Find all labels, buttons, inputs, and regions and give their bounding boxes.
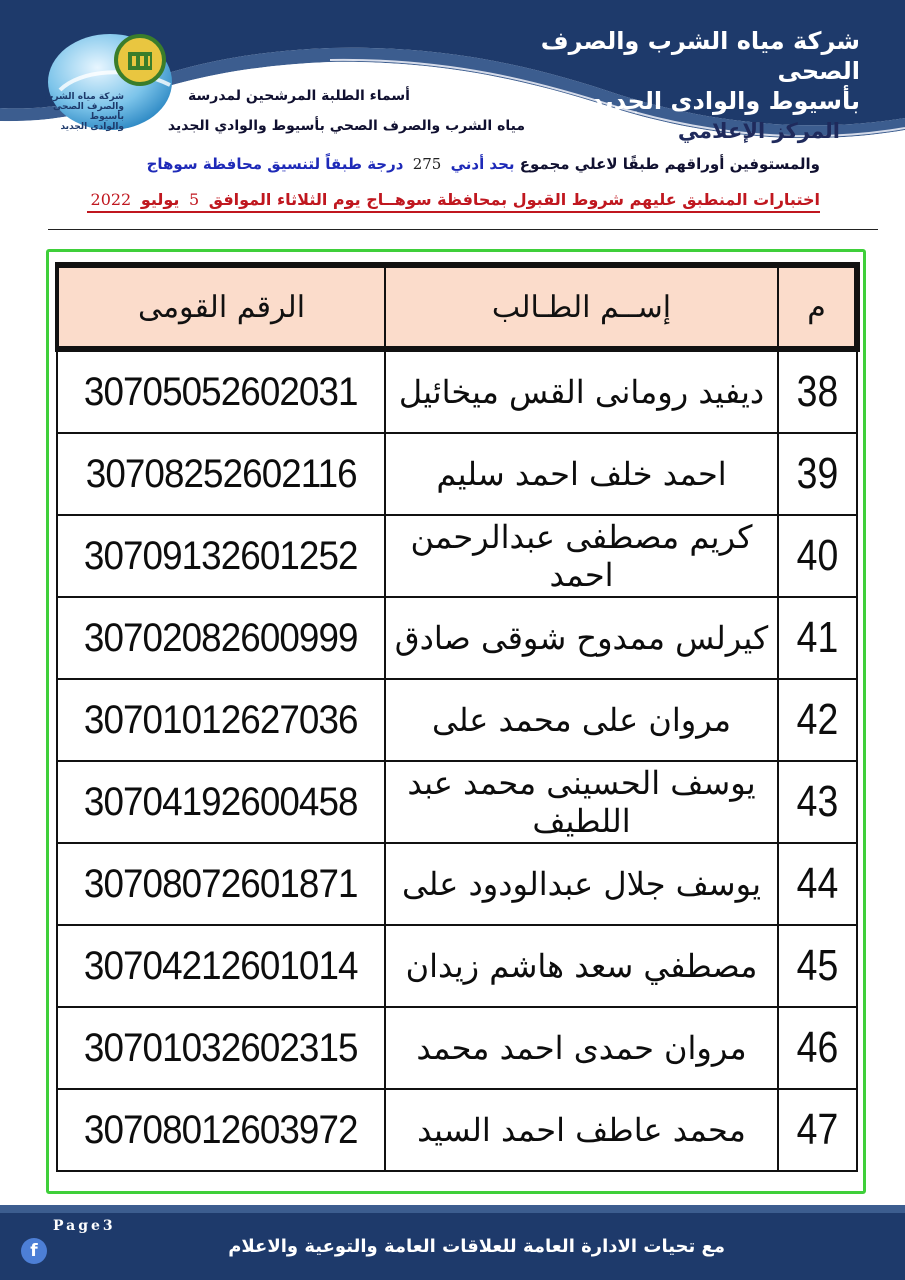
serial-cell (778, 1007, 857, 1089)
student-name-cell-text: مصطفي سعد هاشم زيدان (405, 947, 758, 985)
national-id-cell-text: 30708012603972 (84, 1107, 358, 1152)
header-line3-number: 275 (412, 155, 442, 173)
header-line1: أسماء الطلبة المرشحين لمدرسة (188, 88, 410, 104)
serial-cell (778, 761, 857, 843)
logo-text-line3: والوادى الجديد (60, 122, 124, 132)
national-id-cell (57, 843, 385, 925)
header-line2: مياه الشرب والصرف الصحي بأسيوط والوادي الجديد (167, 118, 525, 134)
national-id-cell (57, 679, 385, 761)
student-name-cell-text: كيرلس ممدوح شوقى صادق (394, 619, 769, 657)
student-name-cell (385, 843, 778, 925)
table-row (57, 679, 857, 761)
company-name-line1: شركة مياه الشرب والصرف الصحى (540, 27, 860, 85)
student-name-cell (385, 433, 778, 515)
serial-cell (778, 349, 857, 433)
serial-cell-text: 47 (796, 1105, 839, 1154)
header-line3 (147, 155, 820, 173)
logo-text (44, 92, 124, 132)
student-name-cell (385, 1007, 778, 1089)
serial-cell (778, 597, 857, 679)
table-row (57, 433, 857, 515)
student-name-cell-text: يوسف الحسينى محمد عبد اللطيف (407, 764, 756, 840)
student-name-cell-text: كريم مصطفى عبدالرحمن احمد (410, 518, 753, 594)
table-header-row (57, 265, 857, 349)
table-row (57, 843, 857, 925)
header-serial: م (778, 265, 857, 349)
company-name-block (500, 26, 860, 146)
national-id-cell-text: 30701032602315 (84, 1025, 358, 1070)
national-id-cell-text: 30704192600458 (84, 779, 358, 824)
header-line3-part1: والمستوفين أوراقهم طبقًا لاعلي مجموع (519, 155, 820, 173)
serial-cell (778, 679, 857, 761)
national-id-cell (57, 349, 385, 433)
serial-cell-text: 43 (796, 777, 839, 826)
header-line4-part1: اختبارات المنطبق عليهم شروط القبول بمحافظة سوهــاج يوم الثلاثاء الموافق (208, 190, 820, 209)
serial-cell-text: 44 (796, 859, 839, 908)
national-id-cell (57, 433, 385, 515)
student-name-cell (385, 1089, 778, 1171)
company-name-line2: بأسيوط والوادى الجديد (590, 87, 860, 115)
national-id-cell-text: 30708072601871 (84, 861, 358, 906)
national-id-cell (57, 925, 385, 1007)
national-id-cell (57, 1007, 385, 1089)
header-line4 (87, 190, 820, 213)
serial-cell (778, 515, 857, 597)
footer-stripe (0, 1205, 905, 1213)
national-id-cell-text: 30709132601252 (84, 533, 358, 578)
student-name-cell-text: ديفيد رومانى القس ميخائيل (398, 373, 765, 411)
serial-cell-text: 42 (796, 695, 839, 744)
students-table (55, 262, 860, 1172)
serial-cell (778, 925, 857, 1007)
student-name-cell-text: مروان حمدى احمد محمد (416, 1029, 747, 1067)
national-id-cell-text: 30701012627036 (84, 697, 358, 742)
serial-cell-text: 40 (796, 531, 839, 580)
serial-cell-text: 45 (796, 941, 839, 990)
serial-cell-text: 38 (796, 367, 839, 416)
media-center-label: المركز الإعلامي (677, 119, 840, 143)
serial-cell (778, 1089, 857, 1171)
student-name-cell-text: مروان على محمد على (432, 701, 731, 739)
student-name-cell-text: يوسف جلال عبدالودود على (401, 865, 762, 903)
national-id-cell (57, 761, 385, 843)
national-id-cell-text: 30704212601014 (84, 943, 358, 988)
national-id-cell-text: 30705052602031 (84, 369, 358, 414)
header-line4-month: يوليو (140, 190, 180, 209)
header-line4-day: 5 (189, 190, 200, 209)
table-row (57, 349, 857, 433)
national-id-cell (57, 1089, 385, 1171)
header-student-name: إســم الطـالب (385, 265, 778, 349)
header-line4-year: 2022 (90, 190, 132, 209)
serial-cell-text: 41 (796, 613, 839, 662)
national-id-cell-text: 30708252602116 (85, 451, 357, 496)
facebook-icon[interactable]: f (21, 1238, 47, 1264)
company-logo (40, 30, 180, 140)
student-name-cell (385, 925, 778, 1007)
header-line3-part2: بحد أدني (450, 155, 515, 173)
student-name-cell (385, 349, 778, 433)
table-row (57, 597, 857, 679)
student-name-cell-text: احمد خلف احمد سليم (436, 455, 727, 493)
national-id-cell (57, 597, 385, 679)
student-name-cell (385, 597, 778, 679)
serial-cell (778, 843, 857, 925)
national-id-cell (57, 515, 385, 597)
student-name-cell-text: محمد عاطف احمد السيد (417, 1111, 746, 1149)
table-row (57, 1007, 857, 1089)
header-line3-part3: درجة طبقاً لتنسيق محافظة سوهاج (146, 155, 404, 173)
student-name-cell (385, 515, 778, 597)
serial-cell (778, 433, 857, 515)
page-number: Page3 (53, 1218, 116, 1234)
logo-text-line2: والصرف الصحى بأسيوط (52, 102, 124, 122)
logo-text-line1: شركة مياه الشرب (44, 92, 124, 102)
serial-cell-text: 39 (796, 449, 839, 498)
header-national-id: الرقم القومى (57, 265, 385, 349)
divider (48, 229, 878, 230)
student-name-cell (385, 679, 778, 761)
table-row (57, 515, 857, 597)
table-row (57, 761, 857, 843)
table-row (57, 925, 857, 1007)
serial-cell-text: 46 (796, 1023, 839, 1072)
national-id-cell-text: 30702082600999 (84, 615, 358, 660)
student-name-cell (385, 761, 778, 843)
table-row (57, 1089, 857, 1171)
footer-text: مع تحيات الادارة العامة للعلاقات العامة والتوعية والاعلام (228, 1236, 725, 1257)
